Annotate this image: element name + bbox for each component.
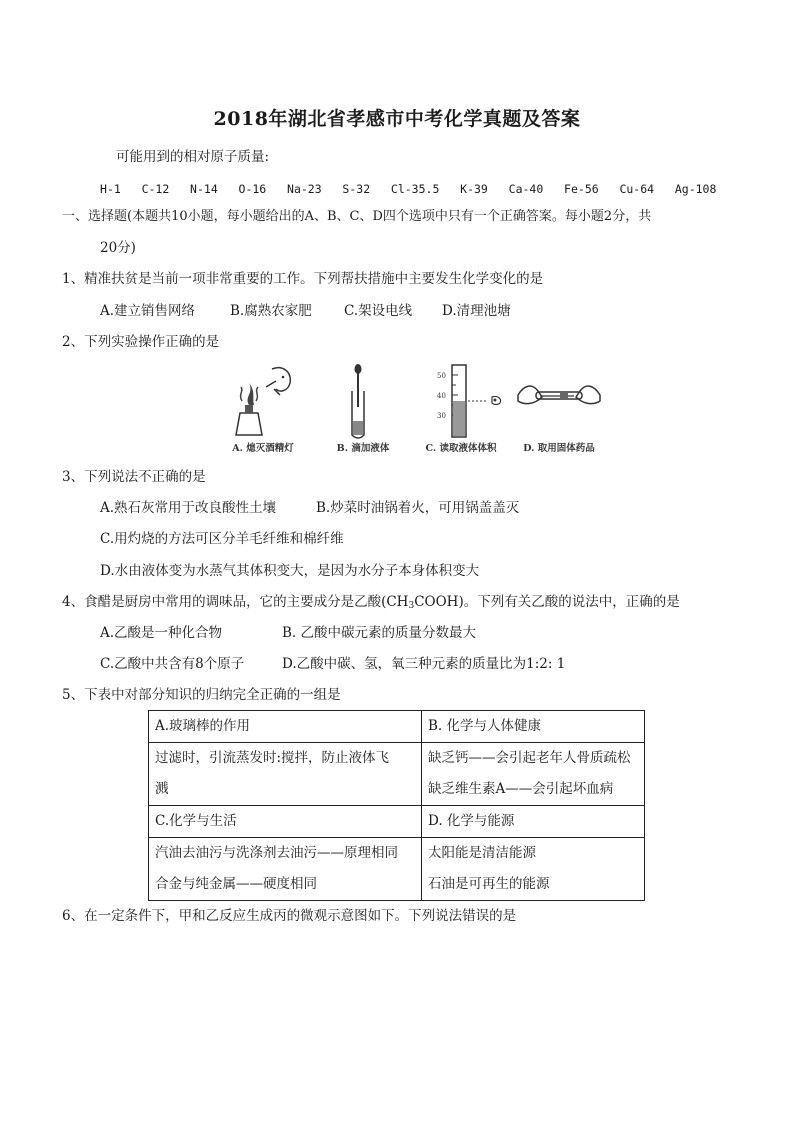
figure-c bbox=[412, 359, 510, 460]
figure-b-caption: B. 滴加液体 bbox=[336, 443, 390, 454]
atomic-mass-item: Ca-40 bbox=[508, 182, 544, 196]
q4-formula-subscript: 3 bbox=[408, 601, 415, 611]
atomic-mass-item: Ag-108 bbox=[674, 182, 717, 196]
figure-d bbox=[510, 359, 608, 460]
table-cell-line: 溅 bbox=[155, 781, 169, 797]
atomic-mass-item: K-39 bbox=[460, 182, 488, 196]
table-row bbox=[149, 711, 645, 743]
atomic-mass-list bbox=[100, 180, 716, 198]
dropper-tube-icon bbox=[314, 361, 412, 441]
figure-a bbox=[214, 359, 312, 460]
table-cell-c-head: C.化学与生活 bbox=[149, 806, 422, 838]
table-cell-line: 太阳能是清洁能源 bbox=[428, 845, 536, 861]
q4-option-b: B. 乙酸中碳元素的质量分数最大 bbox=[282, 625, 477, 641]
q4-stem-part-1: 4、食醋是厨房中常用的调味品，它的主要成分是乙酸(CH bbox=[62, 594, 409, 610]
question-1-stem: 1、精准扶贫是当前一项非常重要的工作。下列帮扶措施中主要发生化学变化的是 bbox=[62, 271, 544, 287]
page-title: 2018年湖北省孝感市中考化学真题及答案 bbox=[213, 108, 581, 130]
q3-option-c: C.用灼烧的方法可区分羊毛纤维和棉纤维 bbox=[100, 531, 344, 547]
q3-option-d: D.水由液体变为水蒸气其体积变大，是因为水分子本身体积变大 bbox=[100, 563, 480, 579]
atomic-mass-item: H-1 bbox=[100, 182, 121, 196]
atomic-mass-item: N-14 bbox=[190, 182, 218, 196]
table-cell-line: 合金与纯金属——硬度相同 bbox=[155, 876, 317, 892]
q4-option-a: A.乙酸是一种化合物 bbox=[100, 625, 223, 641]
table-row bbox=[149, 743, 645, 806]
table-cell-line: 汽油去油污与洗涤剂去油污——原理相同 bbox=[155, 845, 398, 861]
q4-option-c: C.乙酸中共含有8个原子 bbox=[100, 656, 245, 672]
atomic-mass-label: 可能用到的相对原子质量: bbox=[116, 149, 270, 165]
section-heading-cont: 20分) bbox=[100, 240, 136, 256]
question-3-stem: 3、下列说法不正确的是 bbox=[62, 469, 206, 485]
table-cell-b-body bbox=[422, 743, 645, 806]
figure-d-caption: D. 取用固体药品 bbox=[523, 443, 595, 454]
atomic-mass-item: S-32 bbox=[342, 182, 371, 196]
table-cell-line: 过滤时，引流蒸发时:搅拌，防止液体飞 bbox=[155, 750, 390, 766]
table-cell-line: 缺乏维生素A——会引起坏血病 bbox=[428, 781, 614, 797]
atomic-mass-item: C-12 bbox=[141, 182, 170, 196]
question-4-stem bbox=[62, 593, 680, 615]
q3-option-b: B.炒菜时油锅着火，可用锅盖盖灭 bbox=[316, 500, 520, 516]
horizontal-tube-icon bbox=[510, 361, 608, 441]
table-cell-line: 缺乏钙——会引起老年人骨质疏松 bbox=[428, 750, 631, 766]
q3-option-a: A.熟石灰常用于改良酸性土壤 bbox=[100, 500, 277, 516]
figure-b bbox=[314, 359, 412, 460]
alcohol-lamp-icon bbox=[214, 361, 312, 441]
atomic-mass-item: Fe-56 bbox=[564, 182, 599, 196]
q4-option-d: D.乙酸中碳、氢，氧三种元素的质量比为1:2: 1 bbox=[282, 656, 566, 672]
atomic-mass-item: Cu-64 bbox=[619, 182, 655, 196]
table-cell-d-body bbox=[422, 838, 645, 901]
scale-tick-label: 40 bbox=[437, 392, 446, 400]
table-cell-line: 石油是可再生的能源 bbox=[428, 876, 550, 892]
question-6-stem: 6、在一定条件下，甲和乙反应生成丙的微观示意图如下。下列说法错误的是 bbox=[62, 908, 517, 924]
table-row bbox=[149, 838, 645, 901]
atomic-mass-item: Na-23 bbox=[287, 182, 322, 196]
scale-tick-label: 30 bbox=[437, 412, 446, 420]
knowledge-table bbox=[148, 710, 645, 901]
atomic-mass-item: Cl-35.5 bbox=[390, 182, 440, 196]
q4-stem-part-2: COOH)。下列有关乙酸的说法中，正确的是 bbox=[414, 594, 680, 610]
figure-a-caption: A. 熄灭酒精灯 bbox=[232, 443, 294, 454]
q1-option-b: B.腐熟农家肥 bbox=[230, 303, 312, 319]
table-row bbox=[149, 806, 645, 838]
scale-tick-label: 50 bbox=[437, 372, 446, 380]
question-2-stem: 2、下列实验操作正确的是 bbox=[62, 334, 220, 350]
question-5-stem: 5、下表中对部分知识的归纳完全正确的一组是 bbox=[62, 687, 341, 703]
graduated-cylinder-icon bbox=[412, 361, 510, 441]
q1-option-a: A.建立销售网络 bbox=[100, 303, 196, 319]
table-cell-a-head: A.玻璃棒的作用 bbox=[149, 711, 422, 743]
table-cell-b-head: B. 化学与人体健康 bbox=[422, 711, 645, 743]
atomic-mass-item: O-16 bbox=[238, 182, 267, 196]
table-cell-d-head: D. 化学与能源 bbox=[422, 806, 645, 838]
q1-option-c: C.架设电线 bbox=[344, 303, 413, 319]
table-cell-a-body bbox=[149, 743, 422, 806]
lab-operations-figure bbox=[214, 359, 608, 460]
figure-c-caption: C. 读取液体体积 bbox=[425, 443, 497, 454]
section-heading: 一、选择题(本题共10小题，每小题给出的A、B、C、D四个选项中只有一个正确答案。每小题2分，共 bbox=[62, 209, 652, 224]
q1-option-d: D.清理池塘 bbox=[442, 303, 511, 319]
table-cell-c-body bbox=[149, 838, 422, 901]
